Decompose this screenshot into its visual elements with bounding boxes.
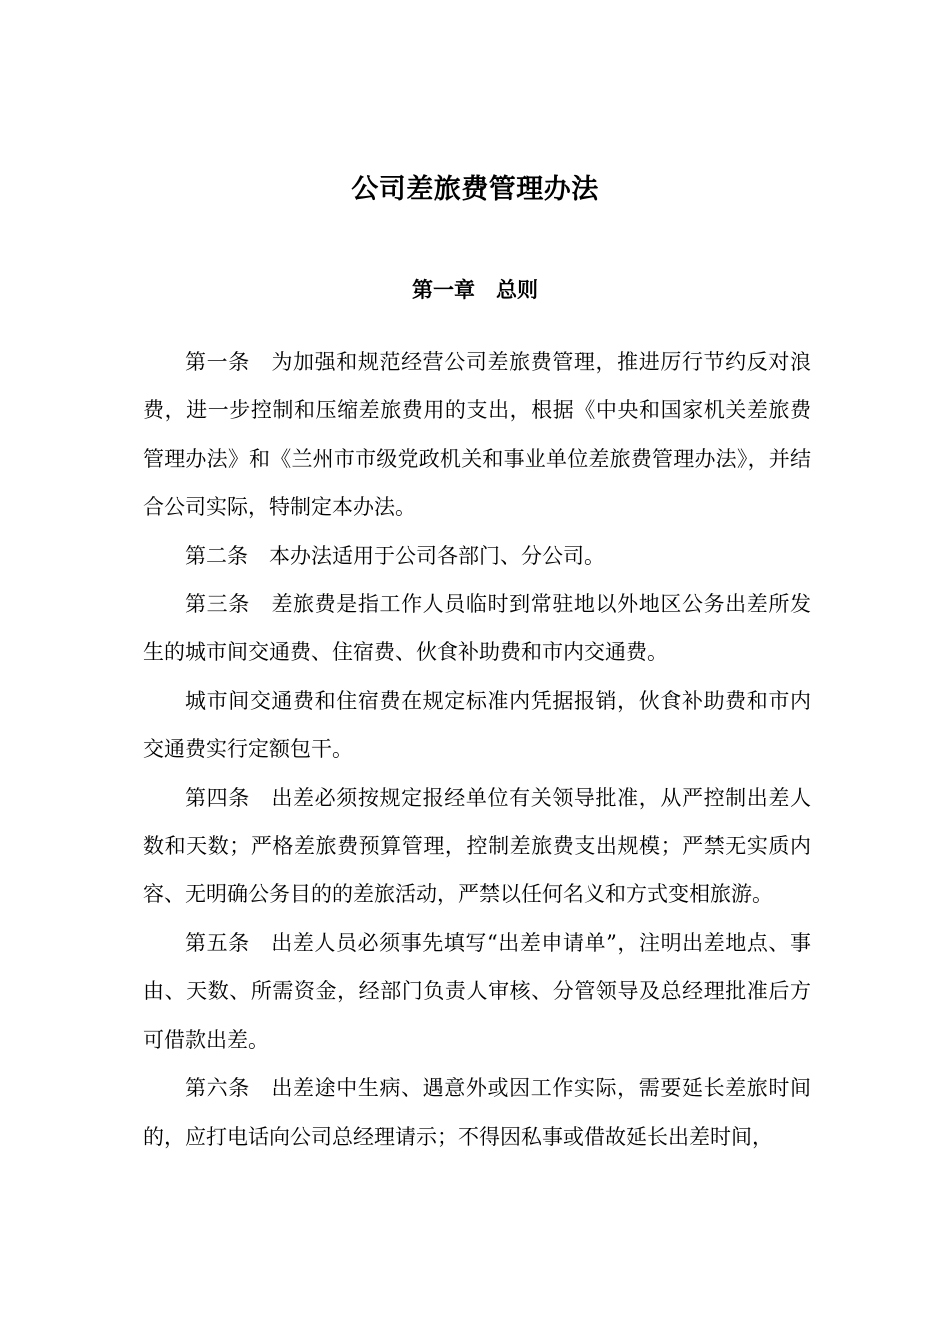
article-text: 出差必须按规定报经单位有关领导批准，从严控制出差人数和天数；严格差旅费预算管理，控制差旅费支出规模；严禁无实质内容、无明确公务目的的差旅活动，严禁以任何名义和方式变相旅游。 bbox=[143, 785, 812, 907]
article-number: 第六条 bbox=[185, 1076, 272, 1101]
document-title: 公司差旅费管理办法 bbox=[351, 174, 599, 205]
article-number: 第二条 bbox=[185, 543, 269, 568]
article-text: 出差途中生病、遇意外或因工作实际，需要延长差旅时间的，应打电话向公司总经理请示；不得因私事或借故延长出差时间， bbox=[143, 1076, 812, 1149]
article-1-paragraph bbox=[143, 338, 811, 532]
article-6-paragraph bbox=[143, 1064, 811, 1161]
document-body bbox=[143, 338, 811, 1161]
article-text: 为加强和规范经营公司差旅费管理，推进厉行节约反对浪费，进一步控制和压缩差旅费用的支出，根据《中央和国家机关差旅费管理办法》和《兰州市市级党政机关和事业单位差旅费管理办法》，并结合公司实际，特制定本办法。 bbox=[143, 350, 812, 520]
article-3-paragraph bbox=[143, 580, 811, 677]
article-number: 第一条 bbox=[185, 350, 272, 374]
article-text: 本办法适用于公司各部门、分公司。 bbox=[269, 543, 605, 568]
chapter-heading: 第一章 总则 bbox=[412, 277, 538, 302]
article-text: 城市间交通费和住宿费在规定标准内凭据报销，伙食补助费和市内交通费实行定额包干。 bbox=[143, 688, 811, 762]
article-text: 出差人员必须事先填写“出差申请单”，注明出差地点、事由、天数、所需资金，经部门负责人审核、分管领导及总经理批准后方可借款出差。 bbox=[143, 930, 811, 1052]
article-5-paragraph bbox=[143, 919, 811, 1064]
article-4-paragraph bbox=[143, 774, 811, 919]
article-number: 第五条 bbox=[185, 930, 272, 955]
article-number: 第三条 bbox=[185, 592, 272, 617]
article-text: 差旅费是指工作人员临时到常驻地以外地区公务出差所发生的城市间交通费、住宿费、伙食补助费和市内交通费。 bbox=[143, 592, 812, 665]
article-3-continuation-paragraph bbox=[143, 677, 811, 774]
article-number: 第四条 bbox=[185, 785, 272, 810]
article-2-paragraph bbox=[143, 532, 811, 580]
